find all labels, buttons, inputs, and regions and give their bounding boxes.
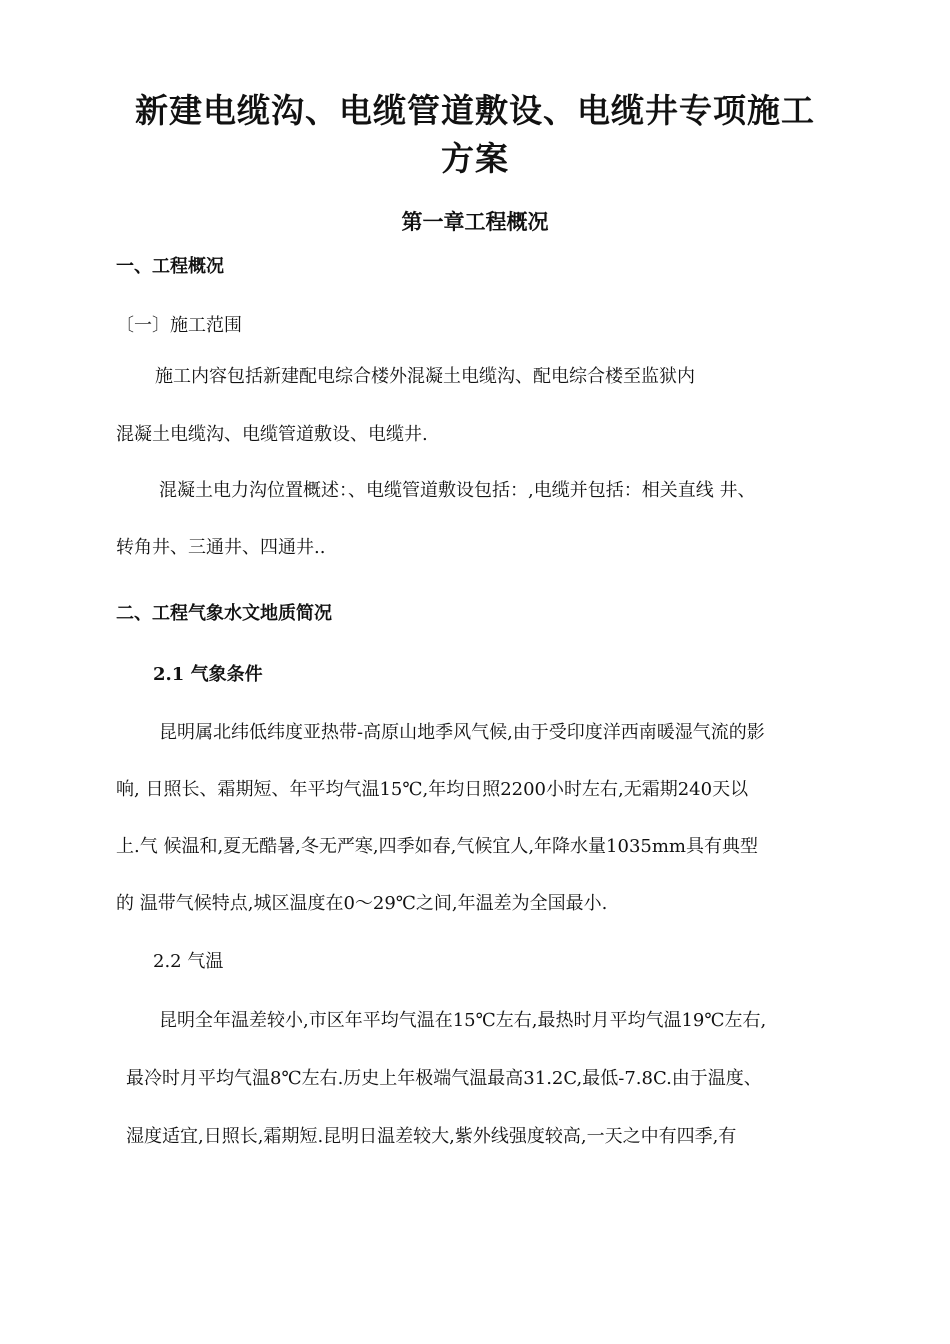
- temperature-line2: 最冷时月平均气温8℃左右.历史上年极端气温最高31.2C,最低-7.8C.由于温度、: [126, 1068, 762, 1089]
- paragraph1-line2: 混凝土电缆沟、电缆管道敷设、电缆井.: [116, 424, 428, 445]
- document-title-line2: 方案: [441, 139, 509, 178]
- climate-line3: 上.气 候温和,夏无酷暑,冬无严寒,四季如春,气候宜人,年降水量1035mm具有典型: [116, 836, 758, 857]
- document-title-line1: 新建电缆沟、电缆管道敷设、电缆井专项施工: [135, 91, 815, 130]
- section1-heading: 一、工程概况: [116, 256, 224, 277]
- paragraph2-line2: 转角井、三通井、四通井..: [116, 537, 326, 558]
- temperature-line3: 湿度适宜,日照长,霜期短.昆明日温差较大,紫外线强度较高,一天之中有四季,有: [126, 1126, 737, 1147]
- climate-line2: 响, 日照长、霜期短、年平均气温15℃,年均日照2200小时左右,无霜期240天以: [116, 779, 749, 800]
- section1-subheading: 〔一〕施工范围: [116, 315, 242, 336]
- paragraph1-line1: 施工内容包括新建配电综合楼外混凝土电缆沟、配电综合楼至监狱内: [155, 366, 695, 387]
- climate-line1: 昆明属北纬低纬度亚热带-高原山地季风气候,由于受印度洋西南暖湿气流的影: [159, 722, 765, 743]
- section2-2-heading: 2.2 气温: [153, 951, 224, 972]
- climate-line4: 的 温带气候特点,城区温度在0〜29℃之间,年温差为全国最小.: [116, 893, 608, 914]
- paragraph2-line1: 混凝土电力沟位置概述：、电缆管道敷设包括：,电缆并包括：相关直线 井、: [159, 480, 756, 501]
- section2-1-heading: 2.1 气象条件: [153, 664, 263, 685]
- temperature-line1: 昆明全年温差较小,市区年平均气温在15℃左右,最热时月平均气温19℃左右,: [159, 1010, 767, 1031]
- section2-heading: 二、工程气象水文地质简况: [116, 603, 332, 624]
- chapter-heading: 第一章工程概况: [401, 210, 549, 234]
